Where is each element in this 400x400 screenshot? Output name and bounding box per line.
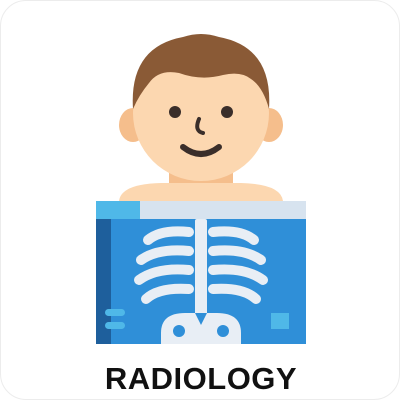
app-label: RADIOLOGY <box>104 361 298 396</box>
indicator-light <box>105 309 125 316</box>
indicator-light <box>105 322 125 329</box>
shoulders <box>119 183 283 201</box>
pelvis <box>161 313 241 344</box>
indicator-square <box>271 313 289 329</box>
radiology-xray-icon <box>1 1 400 361</box>
left-eye <box>169 106 181 118</box>
right-eye <box>221 106 233 118</box>
xray-panel-tab <box>96 201 140 219</box>
